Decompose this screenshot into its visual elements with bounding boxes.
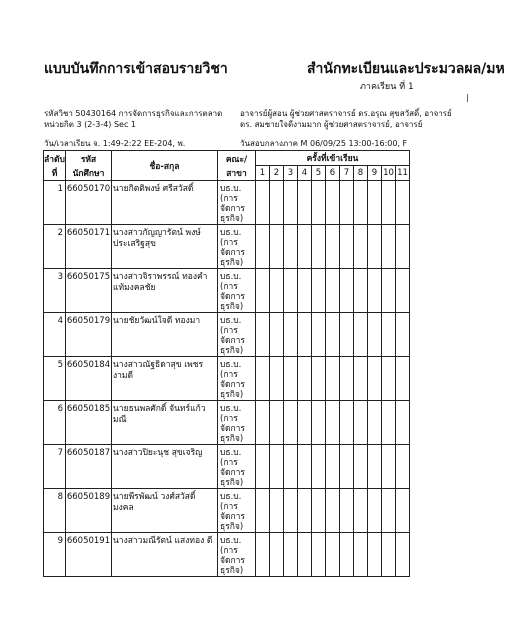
faculty-cell: บธ.บ. (การจัดการธุรกิจ): [218, 313, 256, 357]
instructor-line-1: อาจารย์ผู้สอน ผู้ช่วยศาสตราจารย์ ดร.อรุณ สุขสวัสดิ์, อาจารย์: [240, 109, 452, 118]
attendance-checkbox-cell[interactable]: [396, 225, 410, 269]
attendance-col-header: 10: [382, 166, 396, 181]
course-code-line: รหัสวิชา 50430164 การจัดการธุรกิจและการตลาด: [44, 109, 223, 118]
row-number: 6: [44, 401, 66, 445]
student-name-cell: นางสาวจิราพรรณ์ ทองคำแท้มงคลชัย: [112, 269, 218, 313]
attendance-checkbox-cell[interactable]: [396, 357, 410, 401]
faculty-cell: บธ.บ. (การจัดการธุรกิจ): [218, 225, 256, 269]
student-id-cell: 66050191: [66, 533, 112, 577]
attendance-checkbox-cell[interactable]: [354, 313, 368, 357]
table-row: [44, 269, 410, 313]
attendance-checkbox-cell[interactable]: [382, 445, 396, 489]
table-row: [44, 357, 410, 401]
student-rows: [44, 181, 410, 577]
attendance-checkbox-cell[interactable]: [270, 357, 284, 401]
attendance-checkbox-cell[interactable]: [270, 225, 284, 269]
document-title: แบบบันทึกการเข้าสอบรายวิชา: [44, 61, 228, 77]
attendance-checkbox-cell[interactable]: [326, 225, 340, 269]
faculty-cell: บธ.บ. (การจัดการธุรกิจ): [218, 269, 256, 313]
faculty-cell: บธ.บ. (การจัดการธุรกิจ): [218, 357, 256, 401]
attendance-checkbox-cell[interactable]: [340, 533, 354, 577]
course-info-left: [44, 108, 236, 149]
attendance-checkbox-cell[interactable]: [340, 445, 354, 489]
attendance-checkbox-cell[interactable]: [270, 401, 284, 445]
header-name: ชื่อ-สกุล: [112, 151, 218, 181]
attendance-checkbox-cell[interactable]: [284, 181, 298, 225]
attendance-checkbox-cell[interactable]: [298, 181, 312, 225]
attendance-checkbox-cell[interactable]: [270, 533, 284, 577]
student-name-cell: นายพีรพัฒน์ วงศ์สวัสดิ์มงคล: [112, 489, 218, 533]
attendance-checkbox-cell[interactable]: [354, 225, 368, 269]
attendance-checkbox-cell[interactable]: [256, 313, 270, 357]
student-id-cell: 66050175: [66, 269, 112, 313]
course-info-right: [240, 108, 474, 149]
attendance-checkbox-cell[interactable]: [396, 533, 410, 577]
schedule-line: วัน/เวลาเรียน จ. 1:49-2:22 EE-204, พ.: [44, 139, 186, 148]
student-name-cell: นายธนพลศักดิ์ จันทร์แก้วมณี: [112, 401, 218, 445]
attendance-checkbox-cell[interactable]: [354, 533, 368, 577]
attendance-checkbox-cell[interactable]: [368, 533, 382, 577]
attendance-checkbox-cell[interactable]: [284, 533, 298, 577]
table-row: [44, 533, 410, 577]
credit-line: หน่วยกิต 3 (2-3-4) Sec 1: [44, 120, 136, 129]
row-number: 5: [44, 357, 66, 401]
row-number: 1: [44, 181, 66, 225]
office-title: สำนักทะเบียนและประมวลผล/มห: [307, 61, 505, 77]
attendance-col-header: 1: [256, 166, 270, 181]
attendance-checkbox-cell[interactable]: [382, 489, 396, 533]
attendance-checkbox-cell[interactable]: [298, 313, 312, 357]
attendance-checkbox-cell[interactable]: [270, 269, 284, 313]
table-row: [44, 401, 410, 445]
header-student-id: รหัสนักศึกษา: [66, 151, 112, 181]
attendance-checkbox-cell[interactable]: [396, 489, 410, 533]
attendance-checkbox-cell[interactable]: [326, 181, 340, 225]
student-id-cell: 66050170: [66, 181, 112, 225]
attendance-checkbox-cell[interactable]: [368, 357, 382, 401]
student-id-cell: 66050179: [66, 313, 112, 357]
attendance-checkbox-cell[interactable]: [326, 401, 340, 445]
attendance-checkbox-cell[interactable]: [340, 269, 354, 313]
attendance-checkbox-cell[interactable]: [256, 181, 270, 225]
attendance-checkbox-cell[interactable]: [270, 489, 284, 533]
header-no: ลำดับที่: [44, 151, 66, 181]
attendance-table: [43, 150, 410, 577]
attendance-checkbox-cell[interactable]: [284, 269, 298, 313]
student-name-cell: นางสาวณัฐธิดาสุข เพชรงามดี: [112, 357, 218, 401]
attendance-col-header: 4: [298, 166, 312, 181]
attendance-checkbox-cell[interactable]: [396, 445, 410, 489]
edge-mark: |: [466, 93, 469, 102]
attendance-checkbox-cell[interactable]: [340, 357, 354, 401]
table-row: [44, 313, 410, 357]
attendance-checkbox-cell[interactable]: [340, 313, 354, 357]
attendance-checkbox-cell[interactable]: [312, 313, 326, 357]
faculty-cell: บธ.บ. (การจัดการธุรกิจ): [218, 181, 256, 225]
student-name-cell: นางสาวกัญญารัตน์ พงษ์ประเสริฐสุข: [112, 225, 218, 269]
attendance-checkbox-cell[interactable]: [368, 489, 382, 533]
attendance-checkbox-cell[interactable]: [284, 489, 298, 533]
attendance-checkbox-cell[interactable]: [298, 489, 312, 533]
attendance-checkbox-cell[interactable]: [298, 357, 312, 401]
header-attendance: ครั้งที่เข้าเรียน: [256, 151, 410, 166]
attendance-checkbox-cell[interactable]: [368, 269, 382, 313]
student-name-cell: นายกิตติพงษ์ ศรีสวัสดิ์: [112, 181, 218, 225]
attendance-checkbox-cell[interactable]: [312, 269, 326, 313]
attendance-checkbox-cell[interactable]: [256, 445, 270, 489]
attendance-checkbox-cell[interactable]: [354, 181, 368, 225]
attendance-checkbox-cell[interactable]: [382, 533, 396, 577]
attendance-col-header: 11: [396, 166, 410, 181]
attendance-checkbox-cell[interactable]: [368, 225, 382, 269]
attendance-checkbox-cell[interactable]: [382, 269, 396, 313]
attendance-checkbox-cell[interactable]: [326, 445, 340, 489]
table-row: [44, 445, 410, 489]
attendance-checkbox-cell[interactable]: [382, 401, 396, 445]
attendance-checkbox-cell[interactable]: [326, 533, 340, 577]
attendance-checkbox-cell[interactable]: [326, 313, 340, 357]
attendance-col-header: 2: [270, 166, 284, 181]
attendance-checkbox-cell[interactable]: [396, 401, 410, 445]
attendance-checkbox-cell[interactable]: [368, 401, 382, 445]
exam-date-line: วันสอบกลางภาค M 06/09/25 13:00-16:00, F: [240, 139, 408, 148]
attendance-checkbox-cell[interactable]: [368, 313, 382, 357]
attendance-checkbox-cell[interactable]: [270, 181, 284, 225]
row-number: 4: [44, 313, 66, 357]
attendance-checkbox-cell[interactable]: [284, 445, 298, 489]
attendance-col-header: 6: [326, 166, 340, 181]
attendance-checkbox-cell[interactable]: [312, 181, 326, 225]
row-number: 3: [44, 269, 66, 313]
attendance-checkbox-cell[interactable]: [256, 533, 270, 577]
header-faculty: คณะ/สาขา: [218, 151, 256, 181]
faculty-cell: บธ.บ. (การจัดการธุรกิจ): [218, 489, 256, 533]
faculty-cell: บธ.บ. (การจัดการธุรกิจ): [218, 445, 256, 489]
attendance-checkbox-cell[interactable]: [396, 269, 410, 313]
attendance-checkbox-cell[interactable]: [256, 269, 270, 313]
attendance-col-header: 9: [368, 166, 382, 181]
attendance-checkbox-cell[interactable]: [354, 269, 368, 313]
attendance-checkbox-cell[interactable]: [312, 533, 326, 577]
attendance-checkbox-cell[interactable]: [284, 225, 298, 269]
student-id-cell: 66050187: [66, 445, 112, 489]
attendance-checkbox-cell[interactable]: [256, 401, 270, 445]
attendance-checkbox-cell[interactable]: [256, 489, 270, 533]
row-number: 2: [44, 225, 66, 269]
student-id-cell: 66050185: [66, 401, 112, 445]
attendance-checkbox-cell[interactable]: [382, 313, 396, 357]
instructor-line-2: ดร. สมชายใจดีงามมาก ผู้ช่วยศาสตราจารย์, อาจารย์: [240, 120, 423, 129]
faculty-cell: บธ.บ. (การจัดการธุรกิจ): [218, 401, 256, 445]
attendance-checkbox-cell[interactable]: [312, 225, 326, 269]
attendance-checkbox-cell[interactable]: [326, 357, 340, 401]
attendance-checkbox-cell[interactable]: [368, 181, 382, 225]
student-id-cell: 66050189: [66, 489, 112, 533]
attendance-checkbox-cell[interactable]: [354, 489, 368, 533]
attendance-col-header: 3: [284, 166, 298, 181]
attendance-checkbox-cell[interactable]: [382, 225, 396, 269]
attendance-checkbox-cell[interactable]: [298, 445, 312, 489]
attendance-checkbox-cell[interactable]: [326, 269, 340, 313]
student-name-cell: นางสาวปิยะนุช สุขเจริญ: [112, 445, 218, 489]
attendance-checkbox-cell[interactable]: [284, 401, 298, 445]
row-number: 7: [44, 445, 66, 489]
attendance-checkbox-cell[interactable]: [382, 357, 396, 401]
attendance-checkbox-cell[interactable]: [312, 489, 326, 533]
attendance-checkbox-cell[interactable]: [326, 489, 340, 533]
attendance-checkbox-cell[interactable]: [284, 313, 298, 357]
attendance-checkbox-cell[interactable]: [312, 357, 326, 401]
attendance-checkbox-cell[interactable]: [382, 181, 396, 225]
table-row: [44, 181, 410, 225]
row-number: 9: [44, 533, 66, 577]
attendance-checkbox-cell[interactable]: [284, 357, 298, 401]
attendance-col-header: 5: [312, 166, 326, 181]
attendance-checkbox-cell[interactable]: [354, 357, 368, 401]
attendance-checkbox-cell[interactable]: [256, 357, 270, 401]
attendance-checkbox-cell[interactable]: [312, 445, 326, 489]
attendance-checkbox-cell[interactable]: [298, 225, 312, 269]
attendance-checkbox-cell[interactable]: [340, 489, 354, 533]
table-row: [44, 489, 410, 533]
attendance-checkbox-cell[interactable]: [270, 313, 284, 357]
attendance-checkbox-cell[interactable]: [298, 533, 312, 577]
attendance-checkbox-cell[interactable]: [396, 181, 410, 225]
attendance-checkbox-cell[interactable]: [256, 225, 270, 269]
attendance-col-header: 7: [340, 166, 354, 181]
attendance-checkbox-cell[interactable]: [354, 445, 368, 489]
student-id-cell: 66050171: [66, 225, 112, 269]
attendance-col-header: 8: [354, 166, 368, 181]
attendance-checkbox-cell[interactable]: [298, 401, 312, 445]
attendance-checkbox-cell[interactable]: [396, 313, 410, 357]
attendance-checkbox-cell[interactable]: [354, 401, 368, 445]
faculty-cell: บธ.บ. (การจัดการธุรกิจ): [218, 533, 256, 577]
attendance-checkbox-cell[interactable]: [298, 269, 312, 313]
attendance-checkbox-cell[interactable]: [270, 445, 284, 489]
attendance-checkbox-cell[interactable]: [340, 181, 354, 225]
student-name-cell: นายชัยวัฒน์ใจดี ทองมา: [112, 313, 218, 357]
attendance-checkbox-cell[interactable]: [368, 445, 382, 489]
student-name-cell: นางสาวมณีรัตน์ แสงทอง ดี: [112, 533, 218, 577]
semester-label: ภาคเรียน ที่ 1: [360, 82, 414, 92]
row-number: 8: [44, 489, 66, 533]
student-id-cell: 66050184: [66, 357, 112, 401]
attendance-checkbox-cell[interactable]: [312, 401, 326, 445]
attendance-checkbox-cell[interactable]: [340, 401, 354, 445]
table-row: [44, 225, 410, 269]
attendance-checkbox-cell[interactable]: [340, 225, 354, 269]
